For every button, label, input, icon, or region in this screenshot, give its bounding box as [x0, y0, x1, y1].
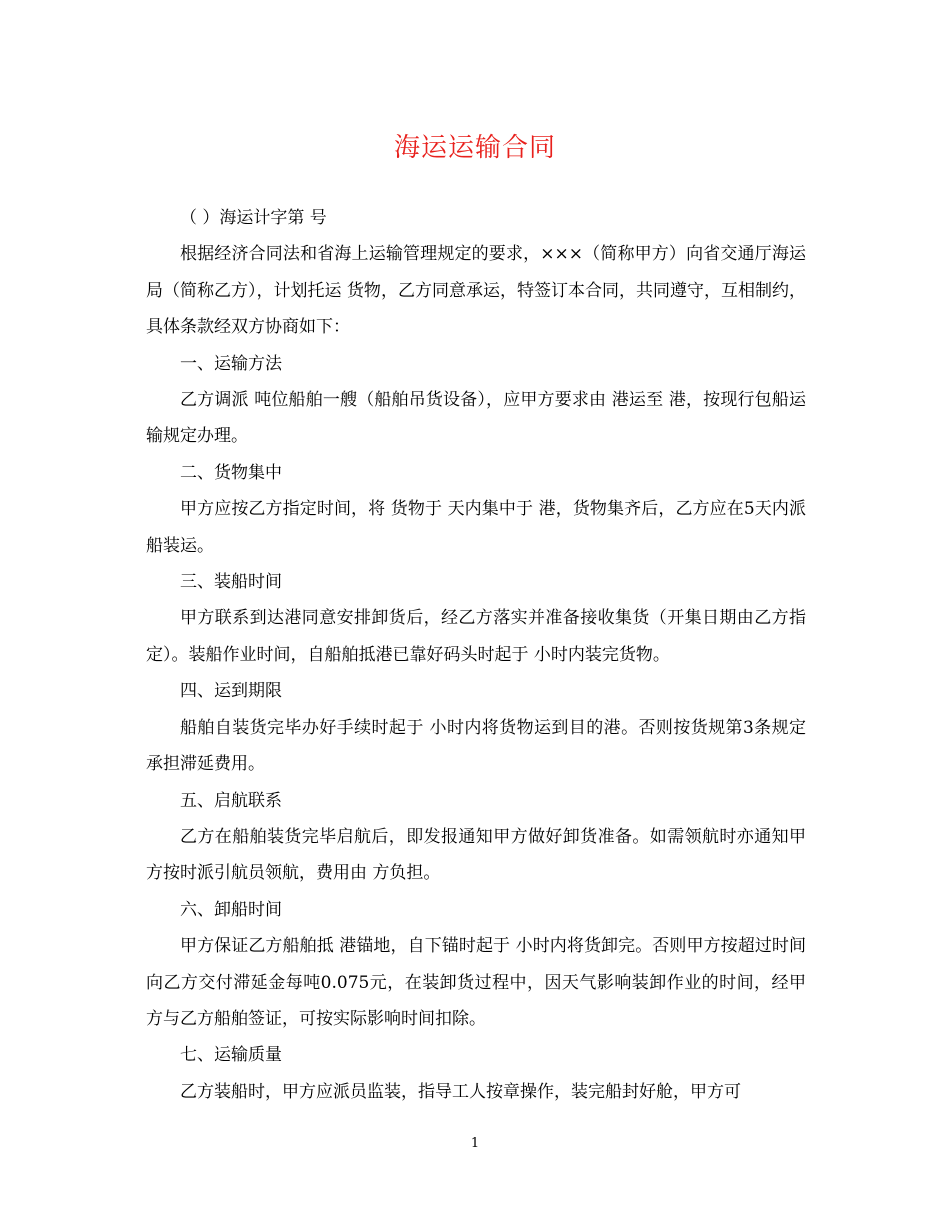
section-paragraph: 乙方调派 吨位船舶一艘（船舶吊货设备），应甲方要求由 港运至 港，按现行包船运输规定办理。: [146, 390, 806, 447]
document-title: 海运运输合同: [393, 133, 556, 163]
contract-number-line: （ ）海运计字第 号: [180, 208, 327, 228]
section-heading: 三、装船时间: [180, 572, 282, 593]
section-heading: 一、运输方法: [180, 353, 282, 374]
preamble-paragraph: 根据经济合同法和省海上运输管理规定的要求，×××（简称甲方）向省交通厅海运局（简称乙方），计划托运 货物，乙方同意承运，特签订本合同，共同遵守，互相制约，具体条款经双方协商如下：: [146, 244, 806, 338]
section-paragraph: 船舶自装货完毕办好手续时起于 小时内将货物运到目的港。否则按货规第3条规定承担滞延费用。: [146, 717, 806, 775]
section-heading: 四、运到期限: [180, 681, 282, 702]
section-paragraph: 甲方应按乙方指定时间，将 货物于 天内集中于 港，货物集齐后，乙方应在5天内派船装运。: [146, 499, 806, 556]
section-heading: 六、卸船时间: [180, 899, 282, 920]
section-paragraph: 乙方装船时，甲方应派员监装，指导工人按章操作，装完船封好舱，甲方可: [180, 1081, 741, 1102]
section-heading: 二、货物集中: [180, 462, 282, 483]
section-heading: 七、运输质量: [180, 1045, 282, 1066]
section-paragraph: 甲方保证乙方船舶抵 港锚地，自下锚时起于 小时内将货卸完。否则甲方按超过时间向乙方交付滞延金每吨0.075元，在装卸货过程中，因天气影响装卸作业的时间，经甲方与乙方船舶签证，可按实际影响时间扣除。: [146, 936, 806, 1029]
section-paragraph: 甲方联系到达港同意安排卸货后，经乙方落实并准备接收集货（开集日期由乙方指定）。装船作业时间，自船舶抵港已靠好码头时起于 小时内装完货物。: [146, 608, 806, 665]
document-body: [146, 200, 806, 1110]
page-number: 1: [470, 1136, 480, 1151]
section-heading: 五、启航联系: [180, 790, 282, 811]
section-paragraph: 乙方在船舶装货完毕启航后，即发报通知甲方做好卸货准备。如需领航时亦通知甲方按时派引航员领航，费用由 方负担。: [146, 826, 806, 884]
